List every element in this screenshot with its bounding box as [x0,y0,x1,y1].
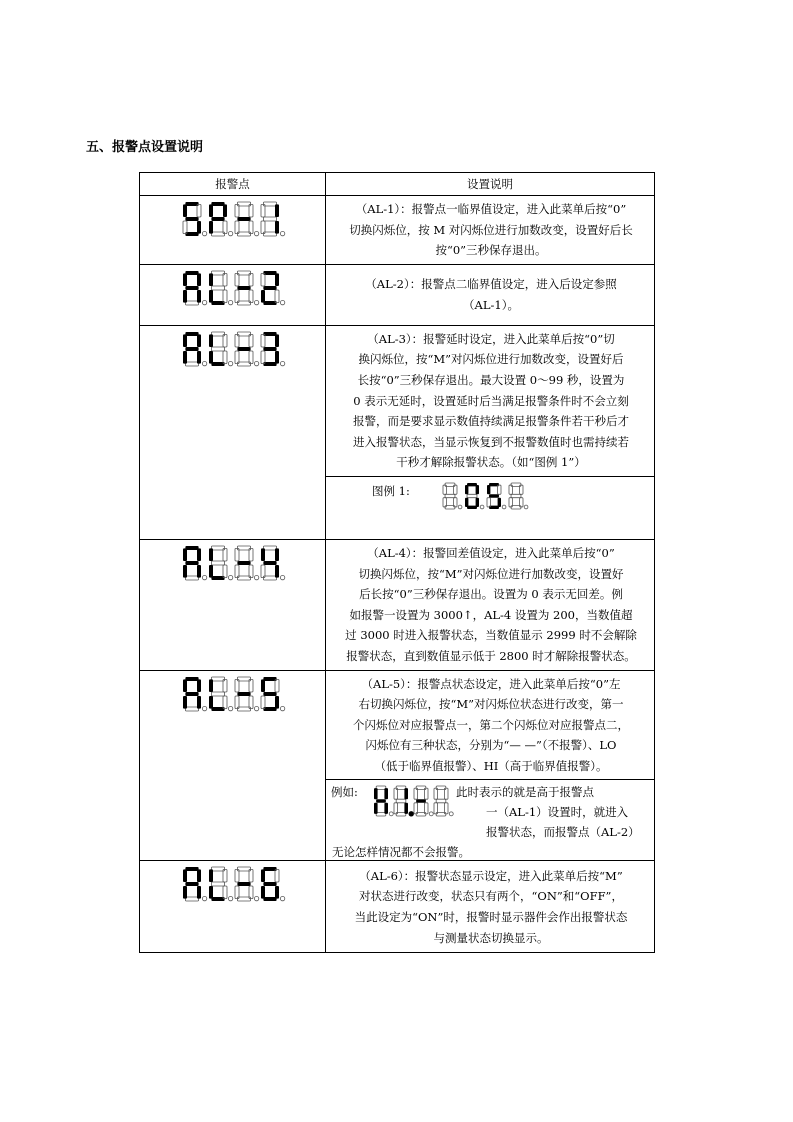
segment-display-cell [140,670,326,861]
example-text-line: 无论怎样情况都不会报警。 [332,845,470,860]
segment [209,334,213,347]
segment [275,679,279,692]
segment [237,286,250,290]
segment [396,800,406,804]
description-cell [326,861,655,953]
segment [275,548,279,561]
segment [275,221,279,234]
table-row [140,670,655,780]
segment [183,351,187,364]
segment [384,803,388,814]
segment [237,347,250,351]
decimal-point [254,300,258,304]
decimal-point [254,361,258,365]
segment [275,273,279,286]
segment [185,301,198,305]
description-line: 闪烁位有三种状态，分别为“— —”（不报警）、LO [365,738,617,753]
segment [467,494,477,497]
segment [263,347,276,351]
example-cell [326,780,655,861]
decimal-point [280,575,284,579]
decimal-point [254,897,258,901]
decimal-point [280,231,284,235]
segment [489,494,499,497]
segment [185,347,198,351]
decimal-point [228,575,232,579]
segment [263,561,276,565]
description-line: 干秒才解除报警状态。（如“图例 1”） [396,455,586,470]
segment-display-cell [140,539,326,670]
decimal-point [254,231,258,235]
segment [197,273,201,286]
segment [197,548,201,561]
segment [376,786,386,790]
decimal-point [429,812,433,816]
decimal-point [202,231,206,235]
segment [209,565,213,578]
table-row [140,196,655,265]
segment [211,217,224,221]
description-line: （AL-5）：报警点状态设定，进入此菜单后按“0”左 [361,676,621,691]
segment-display-cell [140,861,326,953]
segment [197,696,201,709]
segment [374,789,378,800]
segment [185,867,198,871]
segment [275,696,279,709]
segment [261,334,265,347]
description-line: 对状态进行改变，状态只有两个，“ON”和“OFF”， [359,889,623,904]
segment [197,565,201,578]
segment-display [179,863,287,911]
description-line: 报警，而是要求显示数值持续满足报警条件若干秒后才 [353,414,629,429]
description-line: 进入报警状态，当显示恢复到不报警数值时也需持续若 [353,434,629,449]
description-line: 个闪烁位对应报警点一，第二个闪烁位对应报警点二， [353,717,629,732]
segment [261,870,265,883]
example-segment-display [371,782,463,822]
decimal-point [409,812,414,817]
segment [376,813,386,817]
table-row [140,325,655,476]
alarm-settings-table [139,172,655,953]
decimal-point [202,575,206,579]
segment [211,692,224,696]
segment [211,347,224,351]
decimal-point [228,231,232,235]
description-line: （AL-2）：报警点二临界值设定，进入后设定参照 [365,277,617,292]
segment [237,217,250,221]
segment [183,273,187,286]
segment-display [179,673,287,721]
example-label: 例如: [331,785,358,800]
segment [209,351,213,364]
segment [376,800,386,804]
segment [275,886,279,899]
segment [445,494,455,497]
decimal-point [228,897,232,901]
segment-display [179,198,287,246]
description-cell [326,196,655,265]
segment [263,546,276,550]
description-line: 切换闪烁位，按 M 对闪烁位进行加数改变，设置好后长 [349,222,633,237]
decimal-point [502,505,506,509]
segment [211,286,224,290]
segment [223,565,227,578]
segment [436,800,446,804]
description-line: 右切换闪烁位，按“M”对闪烁位状态进行改变，第一 [358,697,624,712]
segment [185,362,198,366]
segment [183,204,187,217]
decimal-point [202,361,206,365]
example-text-line: 一（AL-1）设置时，就进入 [486,805,629,820]
segment [237,692,250,696]
decimal-point [458,505,462,509]
segment-display-cell [140,325,326,539]
segment [211,561,224,565]
segment [263,217,276,221]
decimal-point [228,361,232,365]
segment [467,506,477,509]
segment [223,696,227,709]
decimal-point [254,706,258,710]
segment [183,886,187,899]
segment [183,548,187,561]
decimal-point [280,300,284,304]
segment [183,565,187,578]
segment [263,692,276,696]
segment [261,548,265,561]
decimal-point [202,897,206,901]
segment-display [179,542,287,590]
decimal-point [449,812,453,816]
segment [275,290,279,303]
segment [197,679,201,692]
segment [185,897,198,901]
decimal-point [280,706,284,710]
segment [404,789,408,800]
segment [223,886,227,899]
segment [197,886,201,899]
description-line: 如报警一设置为 3000↑，AL-4 设置为 200，当数值超 [349,607,633,622]
segment [476,498,479,507]
description-cell [326,539,655,670]
segment [211,882,224,886]
example-segment-display [439,479,543,513]
segment [487,485,490,494]
segment [237,561,250,565]
segment [185,576,198,580]
description-line: （AL-1）。 [463,297,519,312]
segment [487,498,490,507]
segment-display [179,267,287,315]
segment [183,870,187,883]
section-heading: 五、报警点设置说明 [86,140,204,155]
segment [183,696,187,709]
segment [197,351,201,364]
decimal-point [389,812,393,816]
description-line: （AL-4）：报警回差值设定，进入此菜单后按“0” [367,545,615,560]
segment [223,204,227,217]
segment [211,202,224,206]
segment [183,679,187,692]
description-line: 按“0”三秒保存退出。 [435,243,547,258]
segment [209,548,213,561]
description-line: 与测量状态切换显示。 [433,930,549,945]
segment [197,204,201,217]
description-line: （AL-1）：报警点一临界值设定，进入此菜单后按“0” [355,202,627,216]
table-row [140,539,655,670]
decimal-point [202,300,206,304]
description-cell [326,325,655,476]
segment [185,707,198,711]
segment [465,498,468,507]
segment [209,696,213,709]
description-line: （AL-6）：报警状态显示设定，进入此菜单后按“M” [359,868,623,883]
header-alarm-point: 报警点 [140,173,326,196]
segment [498,498,501,507]
description-line: 长按“0”三秒保存退出。最大设置 0～99 秒，设置为 [357,372,625,387]
decimal-point [254,575,258,579]
decimal-point [280,361,284,365]
segment [275,334,279,347]
segment [404,803,408,814]
description-cell [326,670,655,780]
segment [183,290,187,303]
segment [263,897,276,901]
decimal-point [228,706,232,710]
segment [197,870,201,883]
segment [263,882,276,886]
segment [275,870,279,883]
segment [465,485,468,494]
segment [275,351,279,364]
segment [261,273,265,286]
segment [183,334,187,347]
decimal-point [228,300,232,304]
segment [209,679,213,692]
decimal-point [202,706,206,710]
segment [374,803,378,814]
segment [261,886,265,899]
table-row [140,861,655,953]
segment [185,561,198,565]
segment [185,677,198,681]
description-cell [326,264,655,325]
segment [416,800,426,804]
description-line: 当此设定为“ON”时，报警时显示器件会作出报警状态 [354,909,628,924]
header-setting-description: 设置说明 [326,173,655,196]
segment [384,789,388,800]
segment [197,221,201,234]
segment [467,483,477,486]
segment [209,870,213,883]
example-text-line: 报警状态，而报警点（AL-2） [486,825,640,840]
segment [237,882,250,886]
example-label: 图例 1: [372,483,410,498]
example-text-line: 此时表示的就是高于报警点 [456,785,594,800]
segment [185,271,198,275]
decimal-point [524,505,528,509]
description-line: 后长按“0”三秒保存退出。设置为 0 表示无回差。例 [359,587,623,602]
description-line: （低于临界值报警）、HI（高于临界值报警）。 [374,758,608,773]
segment [498,485,501,494]
segment [209,273,213,286]
table-header-row [140,173,655,196]
example-cell [326,476,655,539]
segment [197,290,201,303]
segment [476,485,479,494]
description-line: 0 表示无延时，设置延时后当满足报警条件时不会立刻 [353,393,629,408]
segment [183,221,187,234]
segment [223,290,227,303]
description-line: （AL-3）：报警延时设定，进入此菜单后按“0”切 [367,331,615,346]
segment [261,290,265,303]
segment [209,204,213,217]
segment [275,204,279,217]
segment [185,546,198,550]
segment [263,286,276,290]
segment [185,217,198,221]
description-line: 过 3000 时进入报警状态，当数值显示 2999 时不会解除 [345,628,637,643]
segment [209,886,213,899]
segment [511,494,521,497]
description-line: 换闪烁位，按“M”对闪烁位进行加数改变，设置好后 [358,352,624,367]
segment [275,565,279,578]
segment [209,290,213,303]
decimal-point [280,897,284,901]
segment-display-cell [140,196,326,265]
description-line: 报警状态，直到数值显示低于 2800 时才解除报警状态。 [346,648,636,663]
segment [185,332,198,336]
segment [261,351,265,364]
segment [209,221,213,234]
description-line: 切换闪烁位，按“M”对闪烁位进行加数改变，设置好 [358,566,624,581]
segment-display [179,328,287,376]
segment [197,334,201,347]
decimal-point [480,505,484,509]
segment [223,351,227,364]
segment [261,696,265,709]
segment-display-cell [140,264,326,325]
table-row [140,264,655,325]
segment [261,679,265,692]
segment [185,286,198,290]
segment [185,692,198,696]
segment [185,882,198,886]
